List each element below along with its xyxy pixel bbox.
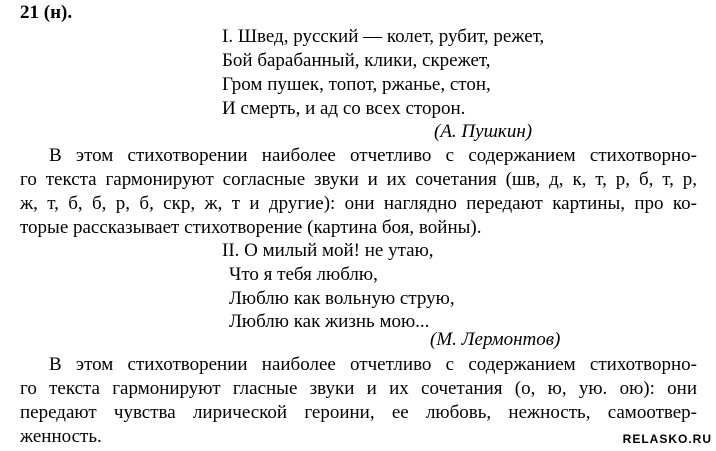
- poem-2-line-1: II. О милый мой! не утаю,: [222, 240, 434, 261]
- paragraph-2-line-1: В этом стихотворении наиболее отчетливо с содержанием стихотворно-: [49, 354, 697, 375]
- poem-2-line-3: Люблю как вольную струю,: [229, 288, 455, 309]
- paragraph-1-line-3: ж, т, б, б, р, б, скр, ж, т и другие): они наглядно передают картины, про ко-: [20, 193, 697, 214]
- poem-1-attribution: (А. Пушкин): [434, 121, 533, 142]
- poem-2-line-4: Люблю как жизнь мою...: [229, 311, 430, 332]
- paragraph-1-line-1: В этом стихотворении наиболее отчетливо с содержанием стихотворно-: [49, 145, 697, 166]
- poem-2-line-2: Что я тебя люблю,: [229, 264, 378, 285]
- paragraph-2-line-3: передают чувства лирической героини, ее любовь, нежность, самоотвер-: [20, 402, 697, 423]
- paragraph-2-line-2: го текста гармонируют гласные звуки и их сочетания (о, ю, ую. ою): они: [20, 378, 697, 399]
- paragraph-1-line-4: торые рассказывает стихотворение (картина боя, войны).: [20, 217, 482, 238]
- exercise-number: 21 (н).: [20, 2, 73, 23]
- paragraph-2-line-4: женность.: [20, 426, 102, 447]
- poem-1-line-1: I. Швед, русский — колет, рубит, режет,: [222, 26, 545, 47]
- poem-1-line-2: Бой барабанный, клики, скрежет,: [222, 50, 491, 71]
- poem-1-line-4: И смерть, и ад со всех сторон.: [222, 98, 466, 119]
- paragraph-1-line-2: го текста гармонируют согласные звуки и их сочетания (шв, д, к, т, р, б, т, р,: [20, 169, 697, 190]
- poem-1-line-3: Гром пушек, топот, ржанье, стон,: [222, 74, 491, 95]
- poem-2-attribution: (М. Лермонтов): [430, 329, 561, 350]
- site-watermark: RELASKO.RU: [622, 432, 712, 446]
